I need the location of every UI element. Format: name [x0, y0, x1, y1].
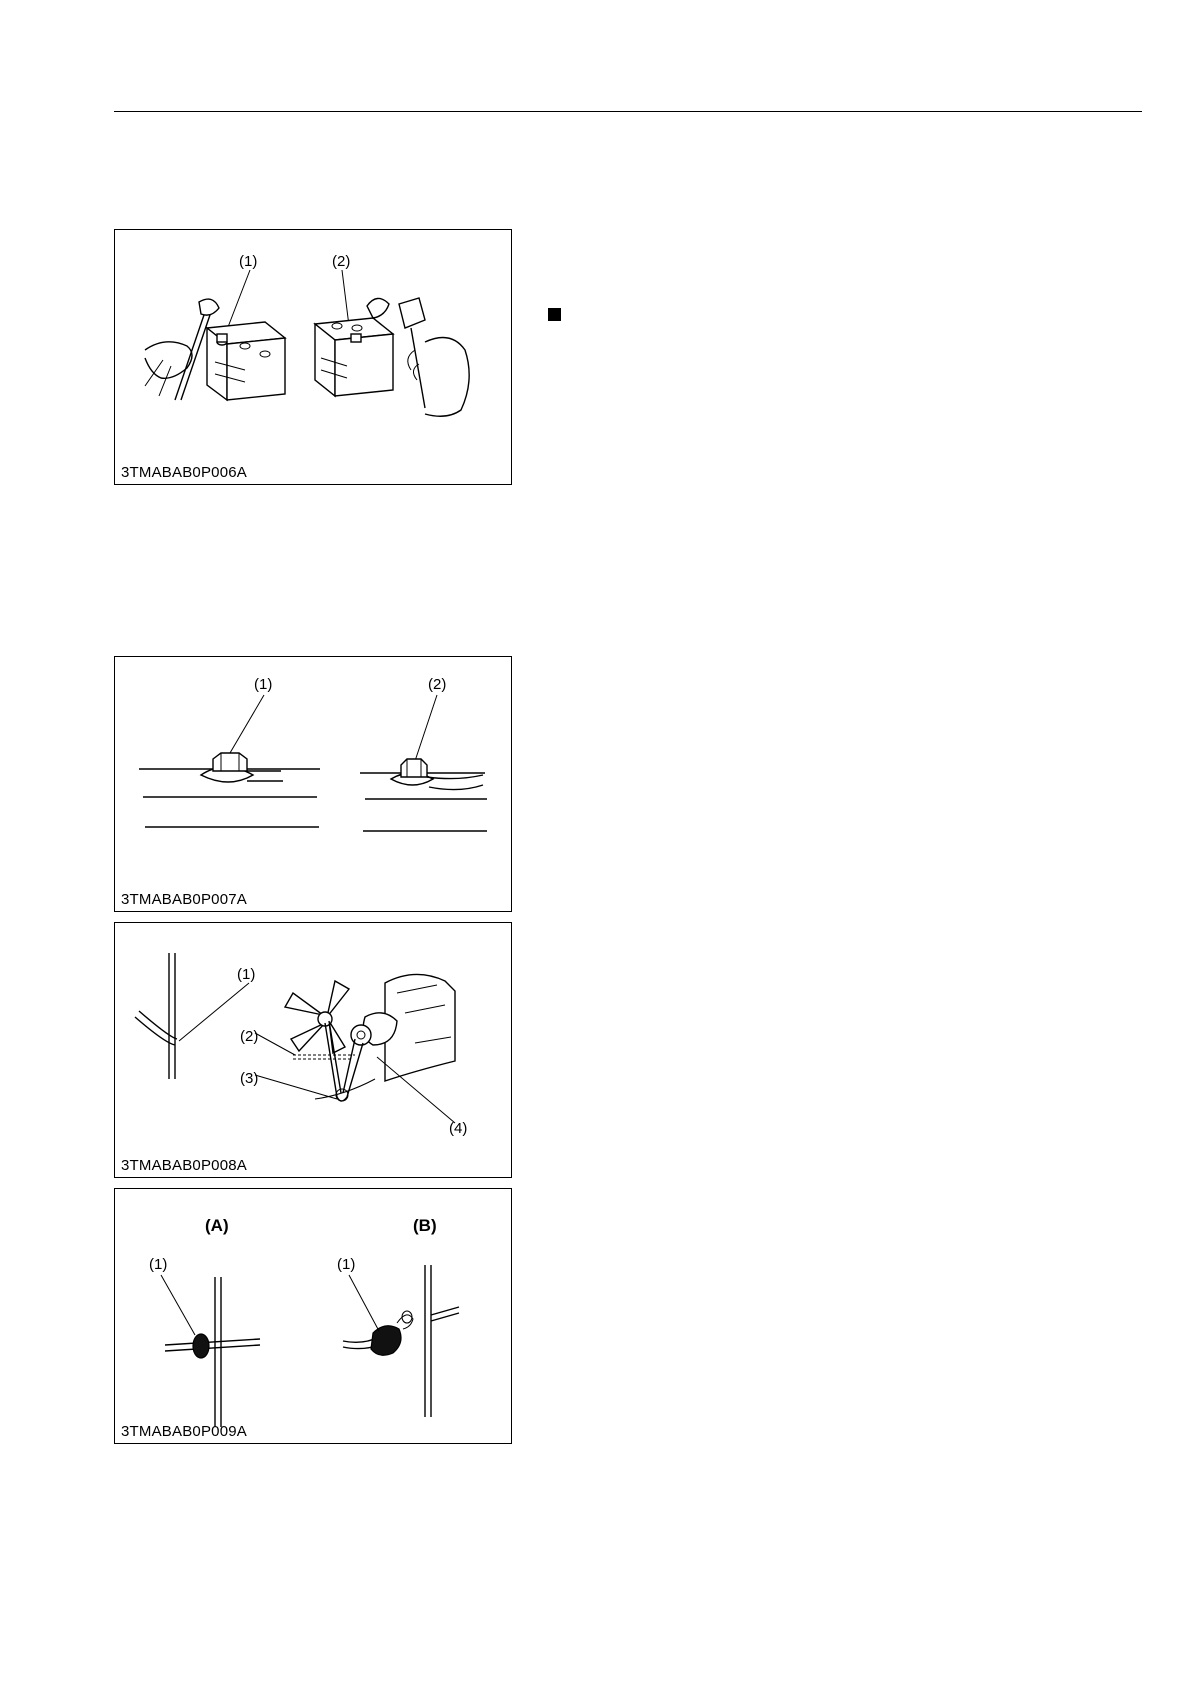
- grommet-illustration: [115, 1189, 513, 1445]
- battery-terminal-illustration: [115, 230, 513, 486]
- callout-1-a: (1): [149, 1256, 168, 1273]
- figure-code: 3TMABAB0P009A: [121, 1423, 247, 1440]
- figure-code: 3TMABAB0P006A: [121, 464, 247, 481]
- callout-2: (2): [240, 1028, 259, 1045]
- panel-label-a: (A): [205, 1216, 229, 1235]
- figure-battery-terminal: [114, 229, 512, 485]
- callout-2: (2): [428, 676, 447, 693]
- square-bullet-icon: [548, 308, 561, 321]
- callout-2: (2): [332, 253, 351, 270]
- terminal-bolt-illustration: [115, 657, 513, 913]
- callout-1: (1): [237, 966, 256, 983]
- header-rule: [114, 111, 1142, 112]
- figure-terminal-bolt: [114, 656, 512, 912]
- panel-label-b: (B): [413, 1216, 437, 1235]
- figure-code: 3TMABAB0P008A: [121, 1157, 247, 1174]
- callout-1-b: (1): [337, 1256, 356, 1273]
- callout-4: (4): [449, 1120, 468, 1137]
- figure-grommet: [114, 1188, 512, 1444]
- figure-code: 3TMABAB0P007A: [121, 891, 247, 908]
- callout-3: (3): [240, 1070, 259, 1087]
- callout-1: (1): [239, 253, 258, 270]
- figure-fan-belt: [114, 922, 512, 1178]
- callout-1: (1): [254, 676, 273, 693]
- fan-belt-illustration: [115, 923, 513, 1179]
